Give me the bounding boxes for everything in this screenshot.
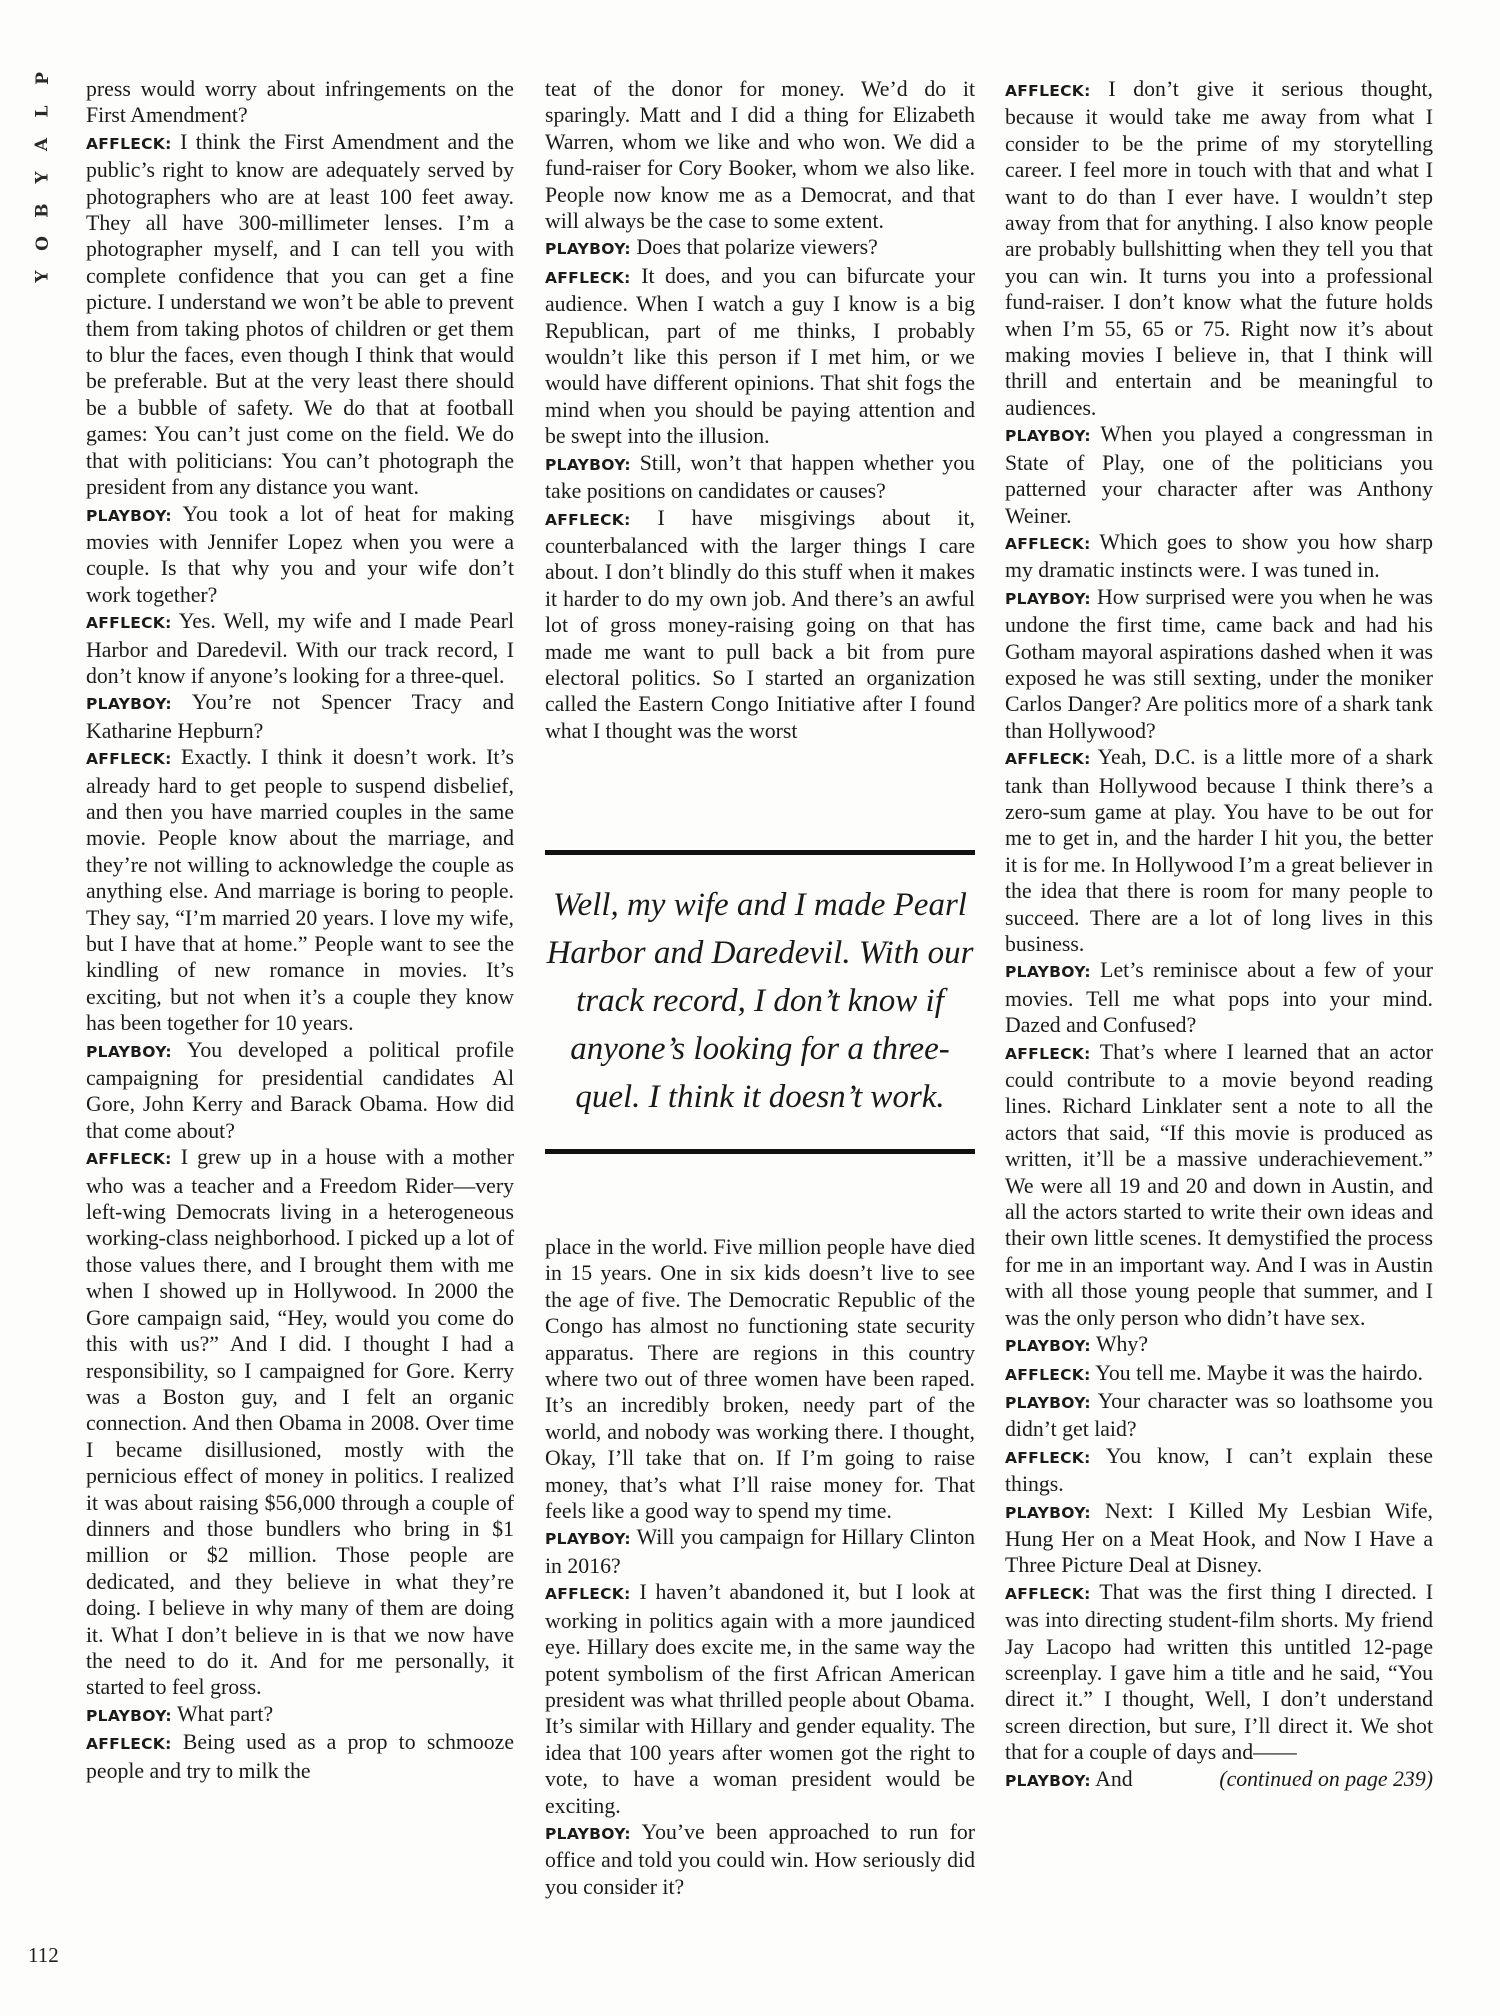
- paragraph-text: How surprised were you when he was undone the first time, came back and had his Gotham mayoral aspirations dashed when it was exposed he was still sexting, under the moniker Carlos Danger? Are politics more of a shark tank than Hollywood?: [1005, 584, 1433, 743]
- interview-paragraph: [1005, 1360, 1433, 1388]
- speaker-label: AFFLECK:: [86, 614, 172, 633]
- running-head: P L A Y B O Y: [32, 72, 53, 283]
- column-1: [86, 76, 514, 1784]
- speaker-label: AFFLECK:: [1005, 1044, 1091, 1063]
- paragraph-text: Which goes to show you how sharp my dramatic instincts were. I was tuned in.: [1005, 529, 1433, 583]
- speaker-label: PLAYBOY:: [1005, 1393, 1091, 1412]
- paragraph-text: When you played a congressman in State of Play, one of the politicians you patterned your character after was Anthony Weiner.: [1005, 422, 1433, 528]
- interview-paragraph: [545, 76, 975, 234]
- interview-paragraph: [545, 234, 975, 262]
- paragraph-text: Does that polarize viewers?: [636, 235, 878, 260]
- speaker-label: AFFLECK:: [1005, 1584, 1091, 1603]
- interview-paragraph: [1005, 957, 1433, 1038]
- interview-paragraph: [545, 263, 975, 450]
- interview-paragraph: [1005, 1579, 1433, 1766]
- interview-paragraph: [1005, 1766, 1433, 1794]
- interview-paragraph: [1005, 1443, 1433, 1498]
- interview-paragraph: [86, 1701, 514, 1729]
- column-2-top: [545, 76, 975, 744]
- page-number: 112: [28, 1943, 59, 1967]
- interview-paragraph: [1005, 421, 1433, 529]
- speaker-label: PLAYBOY:: [86, 1042, 172, 1061]
- paragraph-text: Exactly. I think it doesn’t work. It’s already hard to get people to suspend disbelief, and then you have married couples in the same movie. People know about the marriage, and they’re not willing to acknowledge the couple as anything else. And marriage is boring to people. They say, “I’m married 20 years. I love my wife, but I have that at home.” People want to see the kindling of new romance in movies. It’s exciting, but not when it’s a couple they know has been together for 10 years.: [86, 745, 514, 1036]
- speaker-label: PLAYBOY:: [545, 240, 631, 259]
- paragraph-text: place in the world. Five million people have died in 15 years. One in six kids doesn’t live to see the age of five. The Democratic Republic of the Congo has almost no functioning state security apparatus. There are regions in this country where two out of three women have been raped. It’s an incredibly broken, needy part of the world, and nobody was working there. I thought, Okay, I’ll take that on. If I’m going to raise money, that’s what I’ll raise money for. That feels like a good way to spend my time.: [545, 1235, 975, 1524]
- interview-paragraph: [545, 1579, 975, 1819]
- speaker-label: PLAYBOY:: [545, 455, 631, 474]
- paragraph-text: That’s where I learned that an actor could contribute to a movie beyond reading lines. Richard Linklater sent a note to all the actors that said, “If this movie is produced as written, it’ll be a massive underachievement.” We were all 19 and 20 and down in Austin, and all the actors started to write their own ideas and their own little scenes. It demystified the process for me in an important way. And I was in Austin with all those young people that summer, and I was the only person who didn’t have sex.: [1005, 1039, 1433, 1330]
- interview-paragraph: [1005, 76, 1433, 421]
- speaker-label: PLAYBOY:: [1005, 963, 1091, 982]
- interview-paragraph: [1005, 1498, 1433, 1579]
- paragraph-text: Yeah, D.C. is a little more of a shark tank than Hollywood because I think there’s a zero-sum game at play. You have to be out for me to get in, and the harder I hit you, the better it is for me. In Hollywood I’m a great believer in the idea that there is room for many people to succeed. There are a lot of long lives in this business.: [1005, 745, 1434, 956]
- speaker-label: AFFLECK:: [86, 134, 172, 153]
- paragraph-text: It does, and you can bifurcate your audience. When I watch a guy I know is a big Republican, part of me thinks, I probably wouldn’t like this person if I met him, or we would have different opinions. That shit fogs the mind when you should be paying attention and be swept into the illusion.: [545, 263, 976, 449]
- interview-paragraph: [86, 1144, 514, 1701]
- paragraph-text: What part?: [176, 1701, 274, 1726]
- column-2-bottom: [545, 1234, 975, 1900]
- paragraph-text: I have misgivings about it, counterbalanced with the larger things I care about. I don’t blindly do this stuff when it makes it harder to do my own job. And there’s an awful lot of gross money-raising going on that has made me want to pull back a bit from pure electoral politics. So I started an organization called the Eastern Congo Initiative after I found what I thought was the worst: [545, 505, 975, 743]
- paragraph-text: I haven’t abandoned it, but I look at working in politics again with a more jaundiced eye. Hillary does excite me, in the same way the potent symbolism of the first African American president was what thrilled people about Obama. It’s similar with Hillary and gender equality. The idea that 100 years after women got the right to vote, to have a woman president would be exciting.: [545, 1580, 976, 1818]
- paragraph-text: Yes. Well, my wife and I made Pearl Harbor and Daredevil. With our track record, I don’t know if anyone’s looking for a three-quel.: [86, 609, 515, 688]
- interview-paragraph: [1005, 584, 1433, 744]
- speaker-label: PLAYBOY:: [1005, 427, 1091, 446]
- speaker-label: AFFLECK:: [545, 268, 631, 287]
- paragraph-text: press would worry about infringements on the First Amendment?: [86, 77, 514, 128]
- speaker-label: PLAYBOY:: [86, 1706, 172, 1725]
- paragraph-text: Your character was so loathsome you didn’t get laid?: [1005, 1388, 1433, 1442]
- speaker-label: AFFLECK:: [86, 750, 172, 769]
- speaker-label: AFFLECK:: [545, 510, 631, 529]
- speaker-label: AFFLECK:: [1005, 1365, 1091, 1384]
- speaker-label: AFFLECK:: [1005, 534, 1091, 553]
- paragraph-text: You’re not Spencer Tracy and Katharine Hepburn?: [86, 690, 515, 743]
- interview-paragraph: [1005, 1388, 1433, 1443]
- speaker-label: PLAYBOY:: [1005, 1337, 1091, 1356]
- paragraph-text: Will you campaign for Hillary Clinton in 2016?: [545, 1525, 975, 1578]
- speaker-label: AFFLECK:: [1005, 750, 1091, 769]
- interview-paragraph: [545, 1524, 975, 1579]
- interview-paragraph: [86, 1037, 514, 1145]
- interview-paragraph: [1005, 744, 1433, 957]
- paragraph-text: Next: I Killed My Lesbian Wife, Hung Her on a Meat Hook, and Now I Have a Three Picture Deal at Disney.: [1005, 1498, 1433, 1578]
- interview-paragraph: [86, 501, 514, 609]
- speaker-label: AFFLECK:: [1005, 82, 1091, 100]
- speaker-label: PLAYBOY:: [86, 506, 172, 525]
- paragraph-text: I grew up in a house with a mother who was a teacher and a Freedom Rider—very left-wing Democrats living in a heterogeneous working-class neighborhood. I picked up a lot of those values there, and I brought them with me when I showed up in Hollywood. In 2000 the Gore campaign said, “Hey, would you come do this with us?” And I did. I thought I had a responsibility, so I campaigned for Gore. Kerry was a Boston guy, and I felt an organic connection. And then Obama in 2008. Over time I became disillusioned, mostly with the pernicious effect of money in politics. I realized it was about raising $56,000 through a couple of dinners and those bundlers who bring in $1 million or $2 million. Those people are dedicated, and they believe in what they’re doing. I believe in why many of them are doing it. What I don’t believe in is that we now have the need to do it. And for me personally, it started to feel gross.: [86, 1145, 514, 1700]
- paragraph-text: I think the First Amendment and the public’s right to know are adequately served by photographers who are at least 100 feet away. They all have 300-millimeter lenses. I’m a photographer myself, and I can tell you with complete confidence that you can get a fine picture. I understand we won’t be able to prevent them from taking photos of children or get them to blur the faces, even though I think that would be preferable. But at the very least there should be a bubble of safety. We do that at football games: You can’t just come on the field. We do that with politicians: You can’t photograph the president from any distance you want.: [86, 129, 514, 500]
- paragraph-text: That was the first thing I directed. I was into directing student-film shorts. My friend Jay Lacopo had written this untitled 12-page screenplay. I gave him a title and he said, “You direct it.” I thought, Well, I don’t understand screen direction, but sure, I’ll direct it. We shot that for a couple of days and——: [1005, 1579, 1433, 1765]
- paragraph-text: And: [1095, 1766, 1133, 1791]
- speaker-label: AFFLECK:: [1005, 1448, 1091, 1467]
- interview-paragraph: [1005, 529, 1433, 584]
- interview-paragraph: [1005, 1039, 1433, 1331]
- interview-paragraph: [86, 608, 514, 689]
- speaker-label: PLAYBOY:: [86, 695, 172, 714]
- paragraph-text: You took a lot of heat for making movies with Jennifer Lopez when you were a couple. Is that why you and your wife don’t work together?: [86, 501, 515, 607]
- interview-paragraph: [1005, 1331, 1433, 1359]
- paragraph-text: Still, won’t that happen whether you take positions on candidates or causes?: [545, 450, 975, 504]
- interview-paragraph: [86, 689, 514, 744]
- interview-paragraph: [86, 1729, 514, 1784]
- speaker-label: AFFLECK:: [545, 1585, 631, 1604]
- paragraph-text: You’ve been approached to run for office and told you could win. How seriously did you consider it?: [545, 1819, 976, 1899]
- paragraph-text: Why?: [1095, 1332, 1148, 1357]
- speaker-label: AFFLECK:: [86, 1150, 172, 1169]
- paragraph-text: You tell me. Maybe it was the hairdo.: [1095, 1360, 1423, 1385]
- paragraph-text: You know, I can’t explain these things.: [1005, 1443, 1433, 1497]
- paragraph-text: You developed a political profile campaigning for presidential candidates Al Gore, John Kerry and Barack Obama. How did that come about?: [86, 1037, 514, 1143]
- interview-paragraph: [545, 1234, 975, 1524]
- speaker-label: AFFLECK:: [86, 1735, 172, 1754]
- pull-quote: Well, my wife and I made Pearl Harbor and Daredevil. With our track record, I don’t know if anyone’s looking for a three-quel. I think it doesn’t work.: [545, 850, 975, 1154]
- interview-paragraph: [86, 744, 514, 1036]
- paragraph-text: Let’s reminisce about a few of your movies. Tell me what pops into your mind. Dazed and Confused?: [1005, 958, 1433, 1038]
- speaker-label: PLAYBOY:: [545, 1824, 631, 1843]
- paragraph-text: I don’t give it serious thought, because it would take me away from what I consider to be the prime of my storytelling career. I feel more in touch with that and what I want to do than I ever have. I wouldn’t step away from that for anything. I also know people are probably bullshitting when they tell you that you can win. It turns you into a professional fund-raiser. I don’t know what the future holds when I’m 55, 65 or 75. Right now it’s about making movies I believe in, that I think will thrill and entertain and be meaningful to audiences.: [1005, 77, 1433, 420]
- speaker-label: PLAYBOY:: [1005, 589, 1091, 608]
- speaker-label: PLAYBOY:: [545, 1530, 631, 1549]
- interview-paragraph: [86, 129, 514, 501]
- interview-paragraph: [86, 76, 514, 129]
- continued-note: (continued on page 239): [1219, 1766, 1433, 1791]
- speaker-label: PLAYBOY:: [1005, 1503, 1091, 1522]
- interview-paragraph: [545, 450, 975, 505]
- interview-paragraph: [545, 1819, 975, 1900]
- paragraph-text: Being used as a prop to schmooze people and try to milk the: [86, 1730, 514, 1783]
- speaker-label: PLAYBOY:: [1005, 1771, 1091, 1790]
- interview-paragraph: [545, 505, 975, 745]
- column-3: [1005, 76, 1433, 1794]
- paragraph-text: teat of the donor for money. We’d do it sparingly. Matt and I did a thing for Elizabeth Warren, whom we like and who won. We did a fund-raiser for Cory Booker, whom we also like. People now know me as a Democrat, and that will always be the case to some extent.: [545, 77, 975, 234]
